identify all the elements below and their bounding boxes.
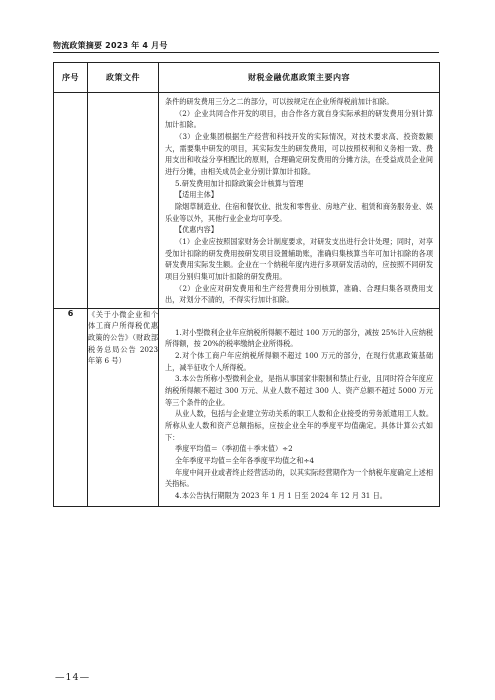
header-main-content: 财税金融优惠政策主要内容 (159, 63, 440, 93)
row-continued-number (54, 93, 88, 309)
table-header-row (54, 63, 440, 93)
content-subheading: 5.研发费用加计扣除政策会计核算与管理 (175, 178, 304, 188)
header-rule (53, 52, 439, 53)
table-row-6 (54, 308, 440, 506)
row-6-content (159, 308, 440, 506)
content-paragraph: 条件的研发费用三分之二的部分，可以按规定在企业所得税前加计扣除。 (165, 97, 394, 106)
content-paragraph: （1）企业应按照国家财务会计制度要求，对研发支出进行会计处理；同时，对享受加计扣除的研发费用按研发项目设置辅助账，准确归集核算当年可加计扣除的各项研发费用实际发生额。企业在一个纳税年度内进行多项研发活动的，应按照不同研发项目分别归集可加计扣除的研发费用。 (165, 236, 433, 281)
content-paragraph: （2）企业共同合作开发的项目，由合作各方就自身实际承担的研发费用分别计算加计扣除。 (165, 108, 433, 130)
content-paragraph: 2.对个体工商户年应纳税所得额不超过 100 万元的部分，在现行优惠政策基础上，减半征收个人所得税。 (165, 351, 433, 372)
content-paragraph: 3.本公告所称小型微利企业，是指从事国家非限制和禁止行业，且同时符合年度应纳税所得额不超过 300 万元、从业人数不超过 300 人、资产总额不超过 5000 万元等三个条件的企业。 (165, 374, 433, 407)
row-continued-content (159, 93, 440, 309)
content-formula: 全年季度平均值＝全年各季度平均值之和÷4 (175, 456, 315, 466)
content-paragraph: （2）企业应对研发费用和生产经营费用分别核算，准确、合理归集各项费用支出，对划分不清的，不得实行加计扣除。 (165, 283, 433, 305)
content-paragraph: （3）企业集团根据生产经营和科技开发的实际情况，对技术要求高、投资数额大，需要集中研发的项目，其实际发生的研发费用，可以按照权利和义务相一致、费用支出和收益分享相配比的原则，合理确定研发费用的分摊方法，在受益成员企业间进行分摊，由相关成员企业分别计算加计扣除。 (165, 131, 433, 176)
header-serial-number: 序号 (54, 63, 88, 93)
running-header: 物流政策摘要 2023 年 4 月号 (53, 41, 168, 50)
content-paragraph: 年度中间开业或者终止经营活动的，以其实际经营期作为一个纳税年度确定上述相关指标。 (165, 467, 433, 489)
row-6-number: 6 (54, 308, 88, 506)
content-paragraph: 从业人数，包括与企业建立劳动关系的职工人数和企业接受的劳务派遣用工人数。所称从业人数和资产总额指标，应按企业全年的季度平均值确定。具体计算公式如下： (165, 409, 433, 442)
header-policy-document: 政策文件 (88, 63, 159, 93)
content-label: 【优惠内容】 (175, 225, 218, 235)
content-paragraph: 除烟草制造业、住宿和餐饮业、批发和零售业、房地产业、租赁和商务服务业、娱乐业等以外，其他行业企业均可享受。 (165, 201, 433, 223)
policy-table (53, 62, 440, 507)
content-paragraph: 4.本公告执行期限为 2023 年 1 月 1 日至 2024 年 12 月 31 日。 (175, 491, 387, 500)
table-row-continued (54, 93, 440, 309)
row-6-document: 《关于小微企业和个体工商户所得税优惠政策的公告》（财政部 税务总局公告 2023 年第 6 号） (88, 308, 159, 506)
page-number: —14— (55, 672, 91, 683)
row-continued-document (88, 93, 159, 309)
content-label: 【适用主体】 (175, 190, 218, 200)
content-paragraph: 1.对小型微利企业年应纳税所得额不超过 100 万元的部分，减按 25%计入应纳税所得额，按 20%的税率缴纳企业所得税。 (165, 327, 433, 349)
content-formula: 季度平均值＝（季初值＋季末值）÷2 (175, 444, 293, 454)
